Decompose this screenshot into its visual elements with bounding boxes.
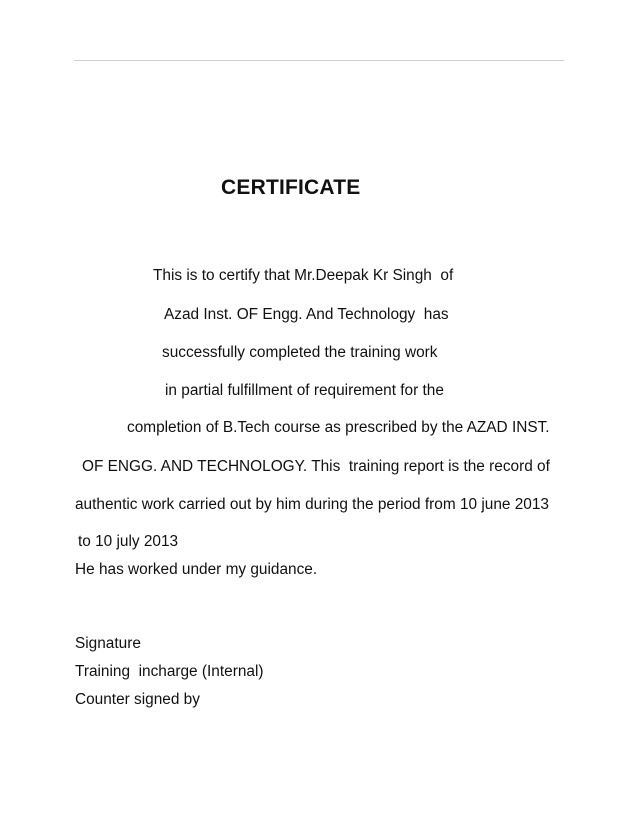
signature-label: Signature xyxy=(75,635,141,652)
body-line-1: This is to certify that Mr.Deepak Kr Singh of xyxy=(153,267,454,284)
body-line-5: completion of B.Tech course as prescribed by the AZAD INST. xyxy=(127,419,550,436)
counter-signed-label: Counter signed by xyxy=(75,691,200,708)
body-line-6: OF ENGG. AND TECHNOLOGY. This training report is the record of xyxy=(82,458,550,475)
body-line-8: to 10 july 2013 xyxy=(78,533,179,550)
body-line-7: authentic work carried out by him during the period from 10 june 2013 xyxy=(75,496,549,513)
header-divider xyxy=(74,60,564,61)
body-line-4: in partial fulfillment of requirement for the xyxy=(165,382,444,399)
certificate-title: CERTIFICATE xyxy=(221,176,361,199)
guidance-statement: He has worked under my guidance. xyxy=(75,561,318,578)
body-line-3: successfully completed the training work xyxy=(162,344,438,361)
training-incharge-label: Training incharge (Internal) xyxy=(75,663,264,680)
body-line-2: Azad Inst. OF Engg. And Technology has xyxy=(164,306,449,323)
